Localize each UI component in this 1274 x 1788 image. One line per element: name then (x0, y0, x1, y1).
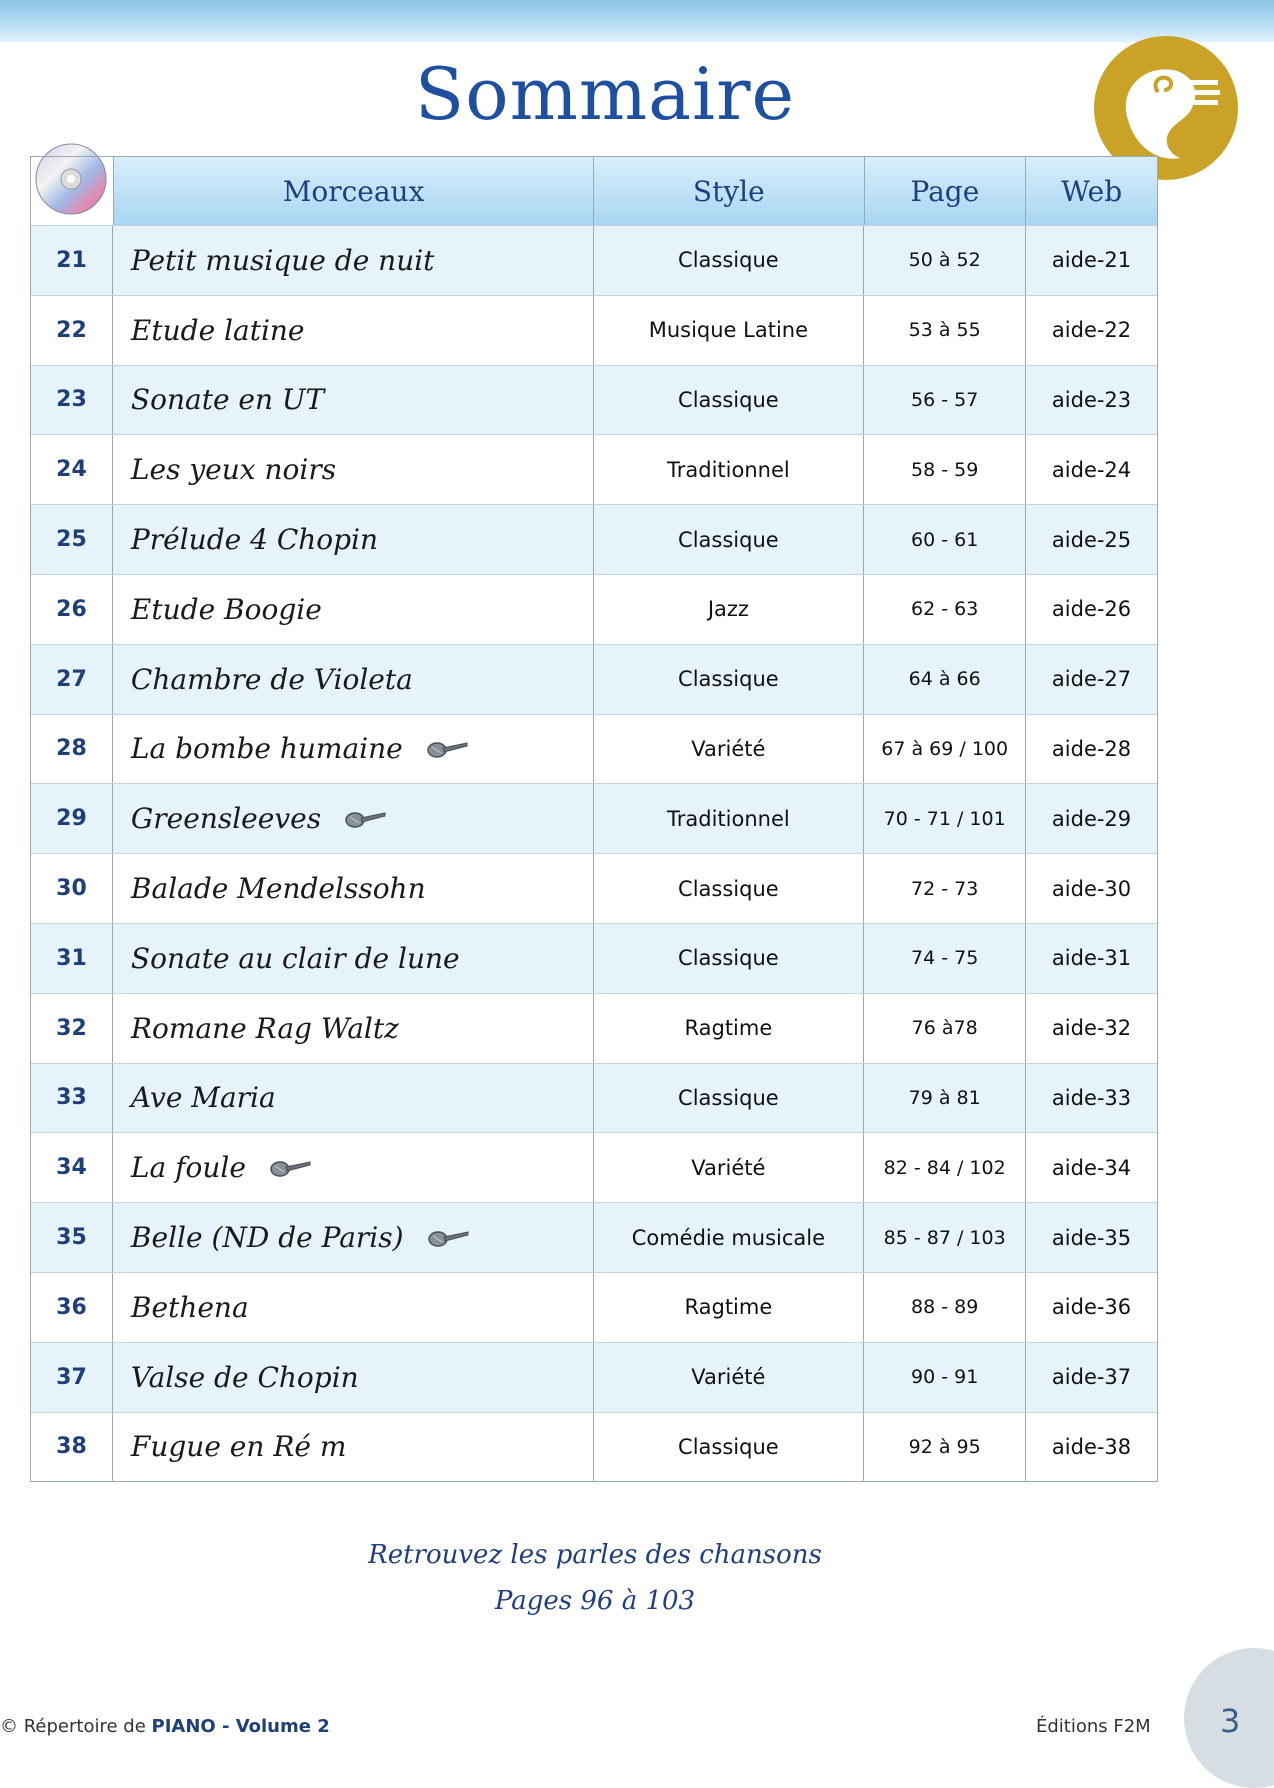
page-cell: 58 - 59 (864, 435, 1026, 504)
song-title: Fugue en Ré m (130, 1430, 347, 1464)
song-title: Romane Rag Waltz (130, 1011, 399, 1045)
table-row (31, 644, 1157, 714)
page-number: 3 (1220, 1702, 1241, 1740)
row-number: 33 (31, 1064, 113, 1133)
style-cell: Musique Latine (594, 296, 865, 365)
song-title: Sonate en UT (130, 383, 325, 417)
page-cell: 70 - 71 / 101 (864, 784, 1026, 853)
song-title-cell (113, 226, 594, 295)
lyrics-pages: Pages 96 à 103 (494, 1586, 696, 1616)
row-number: 34 (31, 1133, 113, 1202)
song-title-cell (113, 1133, 594, 1202)
song-title: Petit musique de nuit (130, 243, 435, 277)
column-header-title: Morceaux (114, 157, 594, 225)
table-row (31, 574, 1157, 644)
web-cell: aide-34 (1051, 1155, 1132, 1180)
column-header-page: Page (865, 157, 1027, 225)
page-cell: 90 - 91 (864, 1343, 1026, 1412)
song-title: Valse de Chopin (130, 1360, 359, 1394)
style-cell: Classique (594, 366, 865, 435)
song-title: Prélude 4 Chopin (130, 523, 379, 557)
web-cell: aide-26 (1051, 597, 1132, 622)
row-number: 32 (31, 994, 113, 1063)
song-title-cell (113, 854, 594, 923)
web-cell: aide-21 (1051, 248, 1132, 273)
table-row (31, 783, 1157, 853)
table-row (31, 295, 1157, 365)
song-title-cell (113, 1413, 594, 1482)
web-cell: aide-28 (1051, 736, 1132, 761)
style-cell: Classique (594, 226, 865, 295)
row-number: 27 (31, 645, 113, 714)
web-cell: aide-24 (1051, 457, 1132, 482)
song-title: Chambre de Violeta (130, 662, 413, 696)
web-cell: aide-35 (1051, 1225, 1132, 1250)
style-cell: Traditionnel (594, 435, 865, 504)
column-header-style: Style (594, 157, 864, 225)
contents-table (30, 156, 1158, 1482)
song-title: Bethena (130, 1290, 249, 1324)
song-title: Etude Boogie (130, 592, 322, 626)
song-title: La bombe humaine (130, 732, 403, 766)
style-cell: Classique (594, 645, 865, 714)
page-cell: 82 - 84 / 102 (864, 1133, 1026, 1202)
row-number: 35 (31, 1203, 113, 1272)
style-cell: Jazz (594, 575, 865, 644)
table-row (31, 853, 1157, 923)
song-title: Etude latine (130, 313, 305, 347)
microphone-icon (343, 809, 387, 829)
web-cell: aide-25 (1051, 527, 1132, 552)
song-title: La foule (130, 1151, 246, 1185)
style-cell: Traditionnel (594, 784, 865, 853)
song-title-cell (113, 784, 594, 853)
song-title-cell (113, 505, 594, 574)
style-cell: Classique (594, 924, 865, 993)
song-title-cell (113, 1273, 594, 1342)
table-row (31, 365, 1157, 435)
page-cell: 85 - 87 / 103 (864, 1203, 1026, 1272)
row-number: 29 (31, 784, 113, 853)
table-row (31, 923, 1157, 993)
table-row (31, 1272, 1157, 1342)
song-title-cell (113, 575, 594, 644)
page-cell: 60 - 61 (864, 505, 1026, 574)
row-number: 21 (31, 226, 113, 295)
microphone-icon (268, 1158, 312, 1178)
row-number: 22 (31, 296, 113, 365)
web-cell: aide-38 (1051, 1434, 1132, 1459)
web-cell: aide-31 (1051, 946, 1132, 971)
web-cell: aide-27 (1051, 667, 1132, 692)
row-number: 37 (31, 1343, 113, 1412)
table-row (31, 1202, 1157, 1272)
page-cell: 50 à 52 (864, 226, 1026, 295)
song-title-cell (113, 366, 594, 435)
page-cell: 92 à 95 (864, 1413, 1026, 1482)
style-cell: Ragtime (594, 1273, 865, 1342)
style-cell: Classique (594, 1413, 865, 1482)
table-body (31, 225, 1157, 1481)
row-number: 25 (31, 505, 113, 574)
table-row (31, 1132, 1157, 1202)
table-row (31, 504, 1157, 574)
page-title: Sommaire (414, 52, 796, 136)
page-cell: 64 à 66 (864, 645, 1026, 714)
style-cell: Variété (594, 1133, 865, 1202)
web-cell: aide-32 (1051, 1016, 1132, 1041)
song-title: Sonate au clair de lune (130, 941, 460, 975)
song-title-cell (113, 645, 594, 714)
web-cell: aide-22 (1051, 318, 1132, 343)
row-number: 31 (31, 924, 113, 993)
song-title: Les yeux noirs (130, 453, 337, 487)
style-cell: Classique (594, 505, 865, 574)
table-row (31, 225, 1157, 295)
row-number: 36 (31, 1273, 113, 1342)
web-cell: aide-33 (1051, 1085, 1132, 1110)
style-cell: Classique (594, 854, 865, 923)
table-row (31, 1342, 1157, 1412)
style-cell: Ragtime (594, 994, 865, 1063)
row-number: 24 (31, 435, 113, 504)
page-cell: 53 à 55 (864, 296, 1026, 365)
page-cell: 67 à 69 / 100 (864, 715, 1026, 784)
table-row (31, 714, 1157, 784)
page-cell: 56 - 57 (864, 366, 1026, 435)
table-row (31, 1063, 1157, 1133)
song-title-cell (113, 435, 594, 504)
song-title: Balade Mendelssohn (130, 872, 426, 906)
column-header-web: Web (1061, 174, 1123, 208)
table-header (113, 157, 1157, 225)
song-title-cell (113, 715, 594, 784)
page-cell: 62 - 63 (864, 575, 1026, 644)
style-cell: Classique (594, 1064, 865, 1133)
book-volume: - Volume 2 (215, 1716, 330, 1737)
song-title: Ave Maria (130, 1081, 276, 1115)
lyrics-note: Retrouvez les parles des chansons (368, 1540, 822, 1570)
page-cell: 76 à78 (864, 994, 1026, 1063)
web-cell: aide-30 (1051, 876, 1132, 901)
table-row (31, 1412, 1157, 1482)
song-title: Belle (ND de Paris) (130, 1221, 404, 1255)
row-number: 26 (31, 575, 113, 644)
row-number: 28 (31, 715, 113, 784)
row-number: 38 (31, 1413, 113, 1482)
song-title-cell (113, 1203, 594, 1272)
song-title-cell (113, 994, 594, 1063)
style-cell: Variété (594, 715, 865, 784)
copyright-prefix: © Répertoire de (0, 1716, 152, 1737)
song-title: Greensleeves (130, 802, 322, 836)
style-cell: Comédie musicale (594, 1203, 865, 1272)
page-cell: 79 à 81 (864, 1064, 1026, 1133)
web-cell: aide-36 (1051, 1295, 1132, 1320)
page-cell: 74 - 75 (864, 924, 1026, 993)
row-number: 30 (31, 854, 113, 923)
book-credit (0, 1716, 330, 1737)
page-cell: 88 - 89 (864, 1273, 1026, 1342)
song-title-cell (113, 924, 594, 993)
row-number: 23 (31, 366, 113, 435)
web-cell: aide-23 (1051, 387, 1132, 412)
microphone-icon (425, 739, 469, 759)
table-row (31, 434, 1157, 504)
top-banner (0, 0, 1274, 42)
microphone-icon (426, 1228, 470, 1248)
page-cell: 72 - 73 (864, 854, 1026, 923)
style-cell: Variété (594, 1343, 865, 1412)
web-cell: aide-29 (1051, 806, 1132, 831)
web-cell: aide-37 (1051, 1365, 1132, 1390)
song-title-cell (113, 1064, 594, 1133)
song-title-cell (113, 1343, 594, 1412)
book-name: PIANO (151, 1716, 216, 1737)
song-title-cell (113, 296, 594, 365)
publisher: Éditions F2M (1036, 1716, 1151, 1737)
table-row (31, 993, 1157, 1063)
